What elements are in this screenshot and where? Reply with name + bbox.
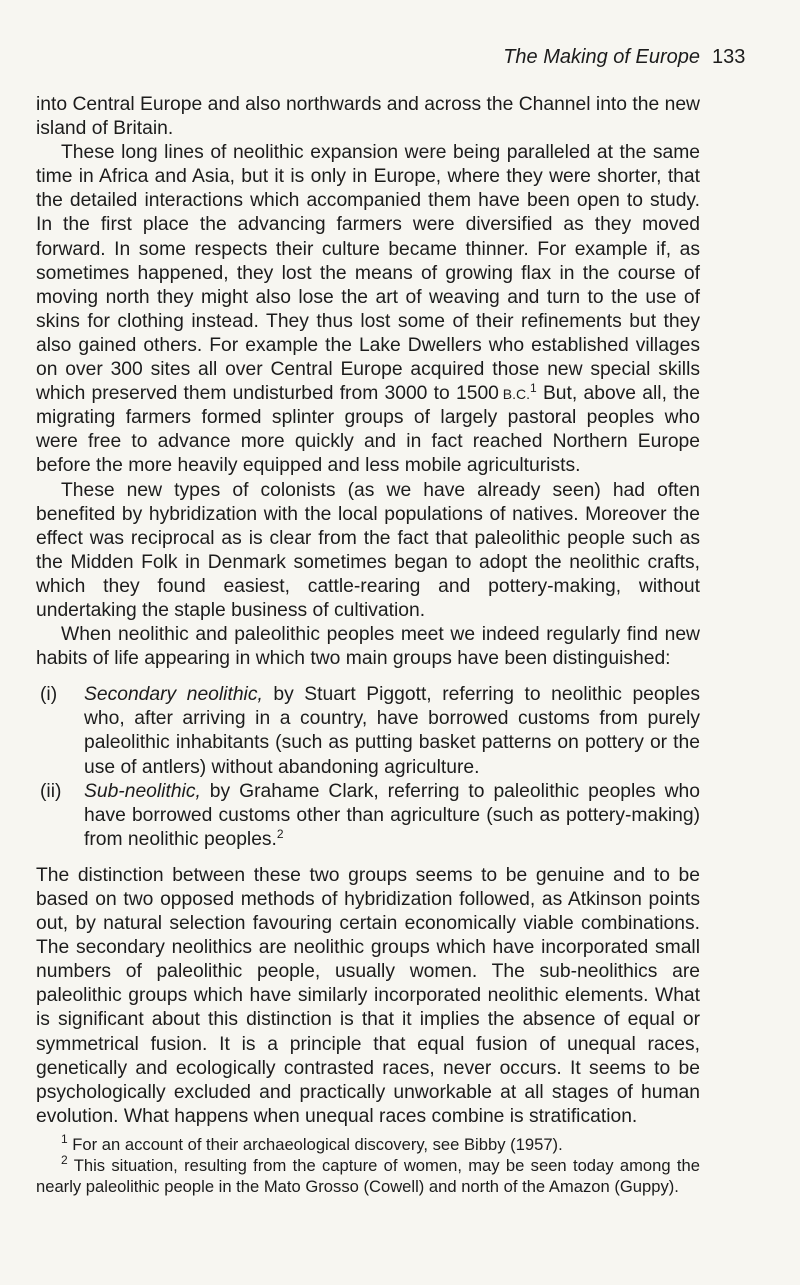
footnote-ref-1: 1 xyxy=(530,381,537,396)
paragraph-groups-intro: When neolithic and paleolithic peoples meet we indeed regularly find new habits of life appearing in which two main groups have been distinguished: xyxy=(36,624,700,670)
footnote-text: This situation, resulting from the capture of women, may be seen today among the nearly paleolithic people in the Mato Grosso (Cowell) and north of the Amazon (Guppy). xyxy=(36,1156,700,1197)
list-item-content xyxy=(84,683,700,779)
era-abbreviation: B.C. xyxy=(502,386,530,403)
running-title: The Making of Europe xyxy=(503,46,700,68)
list-term: Sub-neolithic, xyxy=(84,780,201,802)
list-item-text: by Grahame Clark, referring to paleolithic peoples who have borrowed customs other than agriculture (such as pottery-making) from neolithic peoples. xyxy=(84,780,700,850)
footnote xyxy=(36,1131,700,1155)
page-number: 133 xyxy=(712,46,746,68)
list-item-text: by Stuart Piggott, referring to neolithic peoples who, after arriving in a country, have borrowed customs from purely paleolithic inhabitants (such as putting basket patterns on pottery or the use of antlers) without abandoning agriculture. xyxy=(84,684,700,778)
footnote-text: For an account of their archaeological discovery, see Bibby (1957). xyxy=(67,1134,563,1154)
paragraph-expansion-text-end: But, above all, the migrating farmers formed splinter groups of largely pastoral peoples who were free to advance more quickly and in fact reached Northern Europe before the more heavily equipped and less mobile agriculturists. xyxy=(36,383,701,477)
footnotes xyxy=(36,1131,700,1198)
list-term: Secondary neolithic, xyxy=(84,684,263,706)
paragraph-expansion xyxy=(36,141,700,478)
list-item xyxy=(36,780,700,852)
footnote-ref-2: 2 xyxy=(276,826,284,841)
list-item xyxy=(36,683,700,779)
footnote-marker: 2 xyxy=(61,1153,68,1168)
paragraph-distinction: The distinction between these two groups seems to be genuine and to be based on two opposed methods of hybridization followed, as Atkinson points out, by natural selection favouring certain economically viable combinations. The secondary neolithics are neolithic groups which have incorporated small numbers of paleolithic people, usually women. The sub-neolithics are paleolithic groups which have similarly incorporated neolithic elements. What is significant about this distinction is that it implies the absence of equal or symmetrical fusion. It is a principle that equal fusion of unequal races, genetically and ecologically contrasted races, never occurs. It seems to be psychologically excluded and practically unworkable at all stages of human evolution. What happens when unequal races combine is stratification. xyxy=(36,864,700,1127)
list-marker: (ii) xyxy=(40,780,62,802)
footnote-marker: 1 xyxy=(61,1131,68,1146)
list-marker: (i) xyxy=(40,684,58,706)
paragraph-continuation: into Central Europe and also northwards and across the Channel into the new island of Britain. xyxy=(36,94,700,140)
groups-list xyxy=(36,683,700,852)
paragraph-expansion-text: These long lines of neolithic expansion were being paralleled at the same time in Africa and Asia, but it is only in Europe, where they were shorter, that the detailed interactions which accompanied them have been open to study. In the first place the advancing farmers were diversified as they moved forward. In some respects their culture became thinner. For example if, as sometimes happened, they lost the means of growing flax in the course of moving north they might also lose the art of weaving and turn to the use of skins for clothing instead. They thus lost some of their refinements but they also gained others. For example the Lake Dwellers who established villages on over 300 sites all over Central Europe acquired those new special skills which preserved them undisturbed from 3000 to 1500 xyxy=(36,142,700,405)
paragraph-colonists: These new types of colonists (as we have already seen) had often benefited by hybridization with the local populations of natives. Moreover the effect was reciprocal as is clear from the fact that paleolithic people such as the Midden Folk in Denmark sometimes began to adopt the neolithic crafts, which they found easiest, cattle-rearing and pottery-making, without undertaking the staple business of cultivation. xyxy=(36,479,700,621)
body-text xyxy=(36,93,700,1198)
footnote xyxy=(36,1155,700,1197)
list-item-content xyxy=(84,780,700,852)
